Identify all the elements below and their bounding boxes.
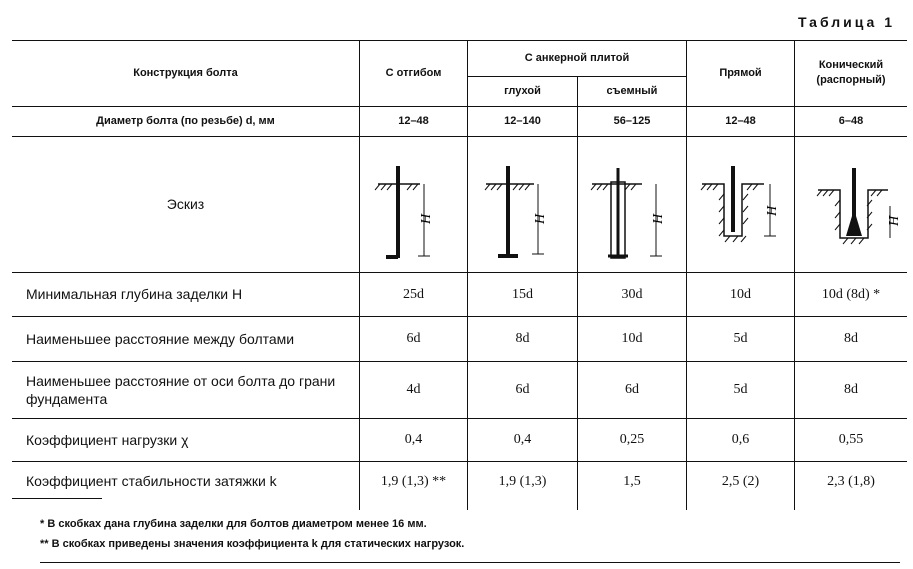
anchor-removable-h-label: H <box>651 213 666 224</box>
table-caption: Таблица 1 <box>797 14 895 30</box>
straight-bolt-sketch <box>694 160 790 268</box>
anchor-blind-h-label: H <box>533 213 548 224</box>
row-label: Минимальная глубина заделки H <box>26 286 243 302</box>
diameter-bent: 12–48 <box>398 114 429 127</box>
row-value-bent: 6d <box>406 331 421 346</box>
diameter-blind: 12–140 <box>504 114 541 127</box>
header-removable: съемный <box>606 84 658 97</box>
row-value-conical: 2,3 (1,8) <box>827 473 875 489</box>
straight-bolt-h-label: H <box>765 205 780 216</box>
rule-page-bottom <box>40 562 900 563</box>
row-value-straight: 10d <box>730 286 751 302</box>
anchor-removable-sketch <box>586 160 682 268</box>
diameter-label: Диаметр болта (по резьбе) d, мм <box>96 114 275 127</box>
row-value-blind: 8d <box>515 331 530 346</box>
footnote-1: * В скобках дана глубина заделки для болтов диаметром менее 16 мм. <box>40 518 427 530</box>
row-value-conical: 8d <box>844 331 858 346</box>
header-bent: С отгибом <box>385 66 442 79</box>
header-anchor-plate: С анкерной плитой <box>524 51 630 64</box>
row-label: Коэффициент нагрузки χ <box>26 431 189 448</box>
row-value-removable: 10d <box>621 331 643 346</box>
row-value-straight: 2,5 (2) <box>721 473 760 489</box>
row-value-conical: 0,55 <box>838 432 864 447</box>
diameter-straight: 12–48 <box>725 114 756 127</box>
row-value-straight: 5d <box>733 382 748 397</box>
conical-bolt-sketch <box>810 160 904 268</box>
sketch-label: Эскиз <box>166 195 205 212</box>
bent-bolt-h-label: H <box>419 213 434 224</box>
header-blind: глухой <box>504 84 541 97</box>
row-value-bent: 0,4 <box>404 432 423 447</box>
bent-bolt-sketch <box>368 160 460 268</box>
diameter-conical: 6–48 <box>838 114 864 127</box>
row-value-blind: 6d <box>515 382 530 397</box>
row-value-removable: 6d <box>625 382 639 397</box>
row-value-straight: 0,6 <box>731 432 750 447</box>
row-value-bent: 25d <box>403 286 424 302</box>
row-value-removable: 30d <box>621 286 643 302</box>
row-value-conical: 10d (8d) * <box>821 286 881 302</box>
footnote-2: ** В скобках приведены значения коэффициента k для статических нагрузок. <box>40 538 465 550</box>
row-value-blind: 1,9 (1,3) <box>498 473 547 489</box>
diameter-removable: 56–125 <box>613 114 651 127</box>
row-label: Наименьшее расстояние между болтами <box>26 330 295 347</box>
header-conical: Конический (распорный) <box>816 59 886 86</box>
row-value-blind: 15d <box>512 286 533 302</box>
row-value-removable: 1,5 <box>623 473 641 489</box>
row-value-removable: 0,25 <box>619 432 645 447</box>
row-value-bent: 1,9 (1,3) ** <box>380 473 447 489</box>
row-value-bent: 4d <box>406 382 421 397</box>
row-value-blind: 0,4 <box>513 432 532 447</box>
header-straight: Прямой <box>719 66 762 79</box>
header-construction: Конструкция болта <box>133 66 238 79</box>
anchor-blind-sketch <box>476 160 572 268</box>
row-label: Наименьшее расстояние от оси болта до грани фундамента <box>26 372 336 407</box>
row-label: Коэффициент стабильности затяжки k <box>26 473 277 489</box>
conical-bolt-h-label: H <box>887 215 902 226</box>
row-value-straight: 5d <box>733 331 748 346</box>
row-value-conical: 8d <box>844 382 858 397</box>
